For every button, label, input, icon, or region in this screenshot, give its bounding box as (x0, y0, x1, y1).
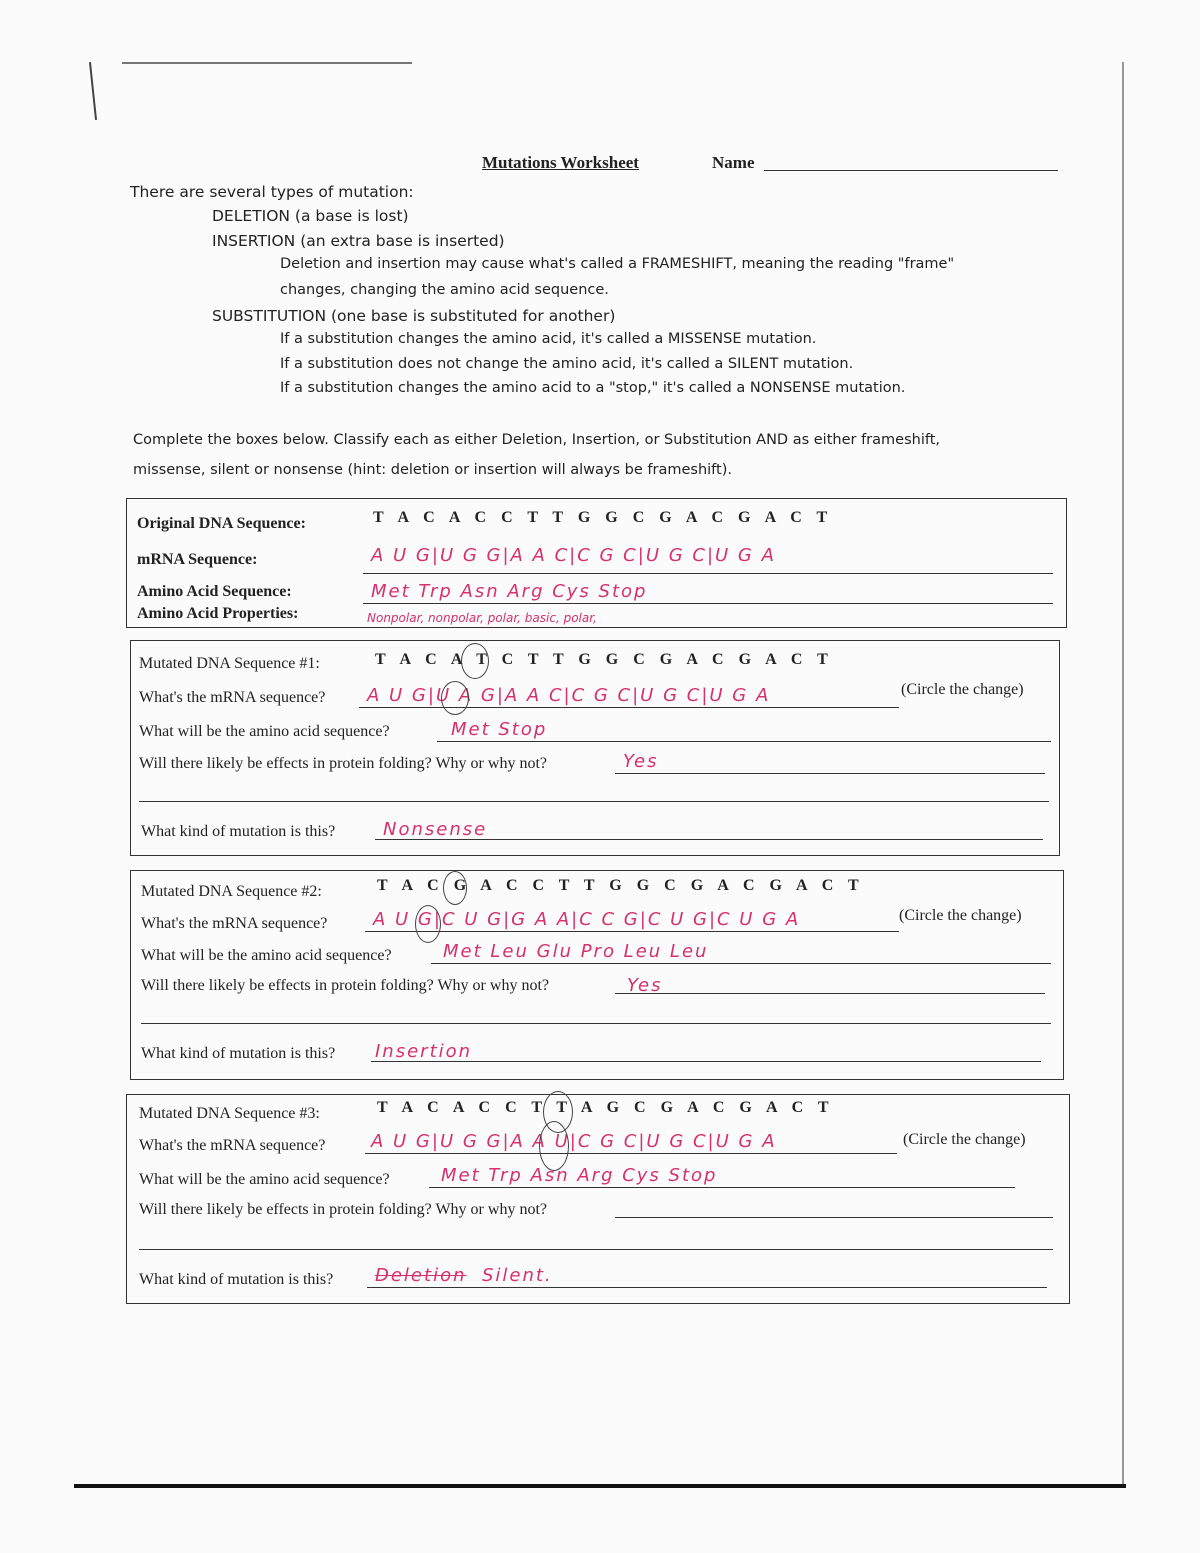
mutation-1-circle-note: (Circle the change) (901, 681, 1024, 698)
mutation-2-dna: T A C G A C C T T G G C G A C G A C T (377, 877, 865, 894)
mutation-1-mrna-answer: A U G|U A G|A A C|C G C|U G C|U G A (367, 685, 771, 706)
mutation-1-aa-line[interactable] (437, 741, 1051, 742)
mutation-2-extra-line[interactable] (141, 1023, 1051, 1024)
mutation-2-kind-answer: Insertion (375, 1041, 473, 1062)
mutation-3-mrna-question: What's the mRNA sequence? (139, 1137, 326, 1154)
mutation-3-mrna-line[interactable] (365, 1153, 897, 1154)
intro-silent: If a substitution does not change the amino acid, it's called a SILENT mutation. (280, 356, 854, 372)
mutation-3-kind-line[interactable] (367, 1287, 1047, 1288)
intro-frameshift-2: changes, changing the amino acid sequence. (280, 282, 609, 298)
mutation-3-dna: T A C A C C T T A G C G A C G A C T (377, 1099, 835, 1116)
mutation-1-folding-line[interactable] (615, 773, 1045, 774)
mutation-3-kind-answer: Deletion Silent. (375, 1265, 553, 1286)
mutation-1-dna: T A C A T C T T G G C G A C G A C T (375, 651, 834, 668)
intro-substitution: SUBSTITUTION (one base is substituted for another) (212, 307, 616, 325)
mutation-3-extra-line[interactable] (139, 1249, 1053, 1250)
mutation-2-aa-question: What will be the amino acid sequence? (141, 947, 392, 964)
mutation-2-mrna-circle (415, 905, 441, 943)
mrna-label: mRNA Sequence: (137, 551, 258, 568)
intro-deletion: DELETION (a base is lost) (212, 207, 409, 225)
page-right-edge (1122, 62, 1124, 1487)
mutation-3-aa-line[interactable] (429, 1187, 1015, 1188)
mutation-1-kind-answer: Nonsense (383, 819, 488, 840)
intro-line: There are several types of mutation: (130, 183, 414, 201)
intro-nonsense: If a substitution changes the amino acid to a "stop," it's called a NONSENSE mutation. (280, 380, 906, 396)
mutation-2-folding-answer: Yes (627, 975, 663, 996)
mutation-2-mrna-line[interactable] (365, 931, 899, 932)
amino-acid-label: Amino Acid Sequence: (137, 583, 292, 600)
mutation-1-extra-line[interactable] (139, 801, 1049, 802)
mutation-2-kind-question: What kind of mutation is this? (141, 1045, 336, 1062)
mutation-1-mrna-circle (441, 681, 469, 715)
original-sequence-box (126, 498, 1067, 628)
mutation-2-mrna-question: What's the mRNA sequence? (141, 915, 328, 932)
mutation-3-folding-question: Will there likely be effects in protein folding? Why or why not? (139, 1201, 547, 1218)
page-top-edge (122, 62, 412, 64)
mutation-1-folding-question: Will there likely be effects in protein folding? Why or why not? (139, 755, 547, 772)
mrna-answer: A U G|U G G|A A C|C G C|U G C|U G A (371, 545, 776, 566)
mutation-3-aa-question: What will be the amino acid sequence? (139, 1171, 390, 1188)
mutation-2-label: Mutated DNA Sequence #2: (141, 883, 322, 900)
properties-answer: Nonpolar, nonpolar, polar, basic, polar, (367, 611, 597, 625)
intro-frameshift-1: Deletion and insertion may cause what's called a FRAMESHIFT, meaning the reading "frame" (280, 256, 955, 272)
mutation-2-circle-note: (Circle the change) (899, 907, 1022, 924)
mutation-3-circle-note: (Circle the change) (903, 1131, 1026, 1148)
mutation-2-dna-circle (443, 871, 467, 905)
mutation-2-folding-line[interactable] (615, 993, 1045, 994)
mrna-answer-line[interactable] (363, 573, 1053, 574)
mutation-1-kind-question: What kind of mutation is this? (141, 823, 336, 840)
mutation-1-label: Mutated DNA Sequence #1: (139, 655, 320, 672)
mutation-2-box (130, 870, 1064, 1080)
mutation-3-box (126, 1094, 1070, 1304)
instructions-line-2: missense, silent or nonsense (hint: deletion or insertion will always be frameshift). (133, 462, 732, 478)
mutation-2-folding-question: Will there likely be effects in protein folding? Why or why not? (141, 977, 549, 994)
mutation-2-mrna-answer: A U G|C U G|G A A|C C G|C U G|C U G A (373, 909, 801, 930)
mutation-3-kind-question: What kind of mutation is this? (139, 1271, 334, 1288)
mutation-3-folding-line[interactable] (615, 1217, 1053, 1218)
mutation-3-aa-answer: Met Trp Asn Arg Cys Stop (441, 1165, 718, 1186)
original-dna-label: Original DNA Sequence: (137, 515, 306, 532)
mutation-3-mrna-circle (539, 1121, 569, 1171)
mutation-3-mrna-answer: A U G|U G G|A A U|C G C|U G C|U G A (371, 1131, 777, 1152)
mutation-1-aa-answer: Met Stop (451, 719, 548, 740)
page-title: Mutations Worksheet (482, 153, 639, 172)
original-dna-sequence: T A C A C C T T G G C G A C G A C T (373, 509, 833, 526)
mutation-2-aa-line[interactable] (431, 963, 1051, 964)
name-label: Name (712, 153, 755, 172)
mutation-1-folding-answer: Yes (623, 751, 659, 772)
page-bottom-edge (74, 1484, 1126, 1488)
name-field[interactable] (764, 170, 1058, 171)
page-edge-mark (89, 62, 97, 120)
properties-label: Amino Acid Properties: (137, 605, 299, 622)
intro-missense: If a substitution changes the amino acid, it's called a MISSENSE mutation. (280, 331, 817, 347)
intro-insertion: INSERTION (an extra base is inserted) (212, 232, 505, 250)
amino-acid-answer: Met Trp Asn Arg Cys Stop (371, 581, 648, 602)
mutation-1-mrna-question: What's the mRNA sequence? (139, 689, 326, 706)
amino-acid-answer-line[interactable] (363, 603, 1053, 604)
instructions-line-1: Complete the boxes below. Classify each as either Deletion, Insertion, or Substitution AND as either frameshift, (133, 432, 940, 448)
mutation-1-aa-question: What will be the amino acid sequence? (139, 723, 390, 740)
mutation-1-mrna-line[interactable] (359, 707, 899, 708)
mutation-3-label: Mutated DNA Sequence #3: (139, 1105, 320, 1122)
mutation-2-aa-answer: Met Leu Glu Pro Leu Leu (443, 941, 709, 962)
mutation-1-box (130, 640, 1060, 856)
mutation-1-dna-circle (461, 643, 489, 679)
